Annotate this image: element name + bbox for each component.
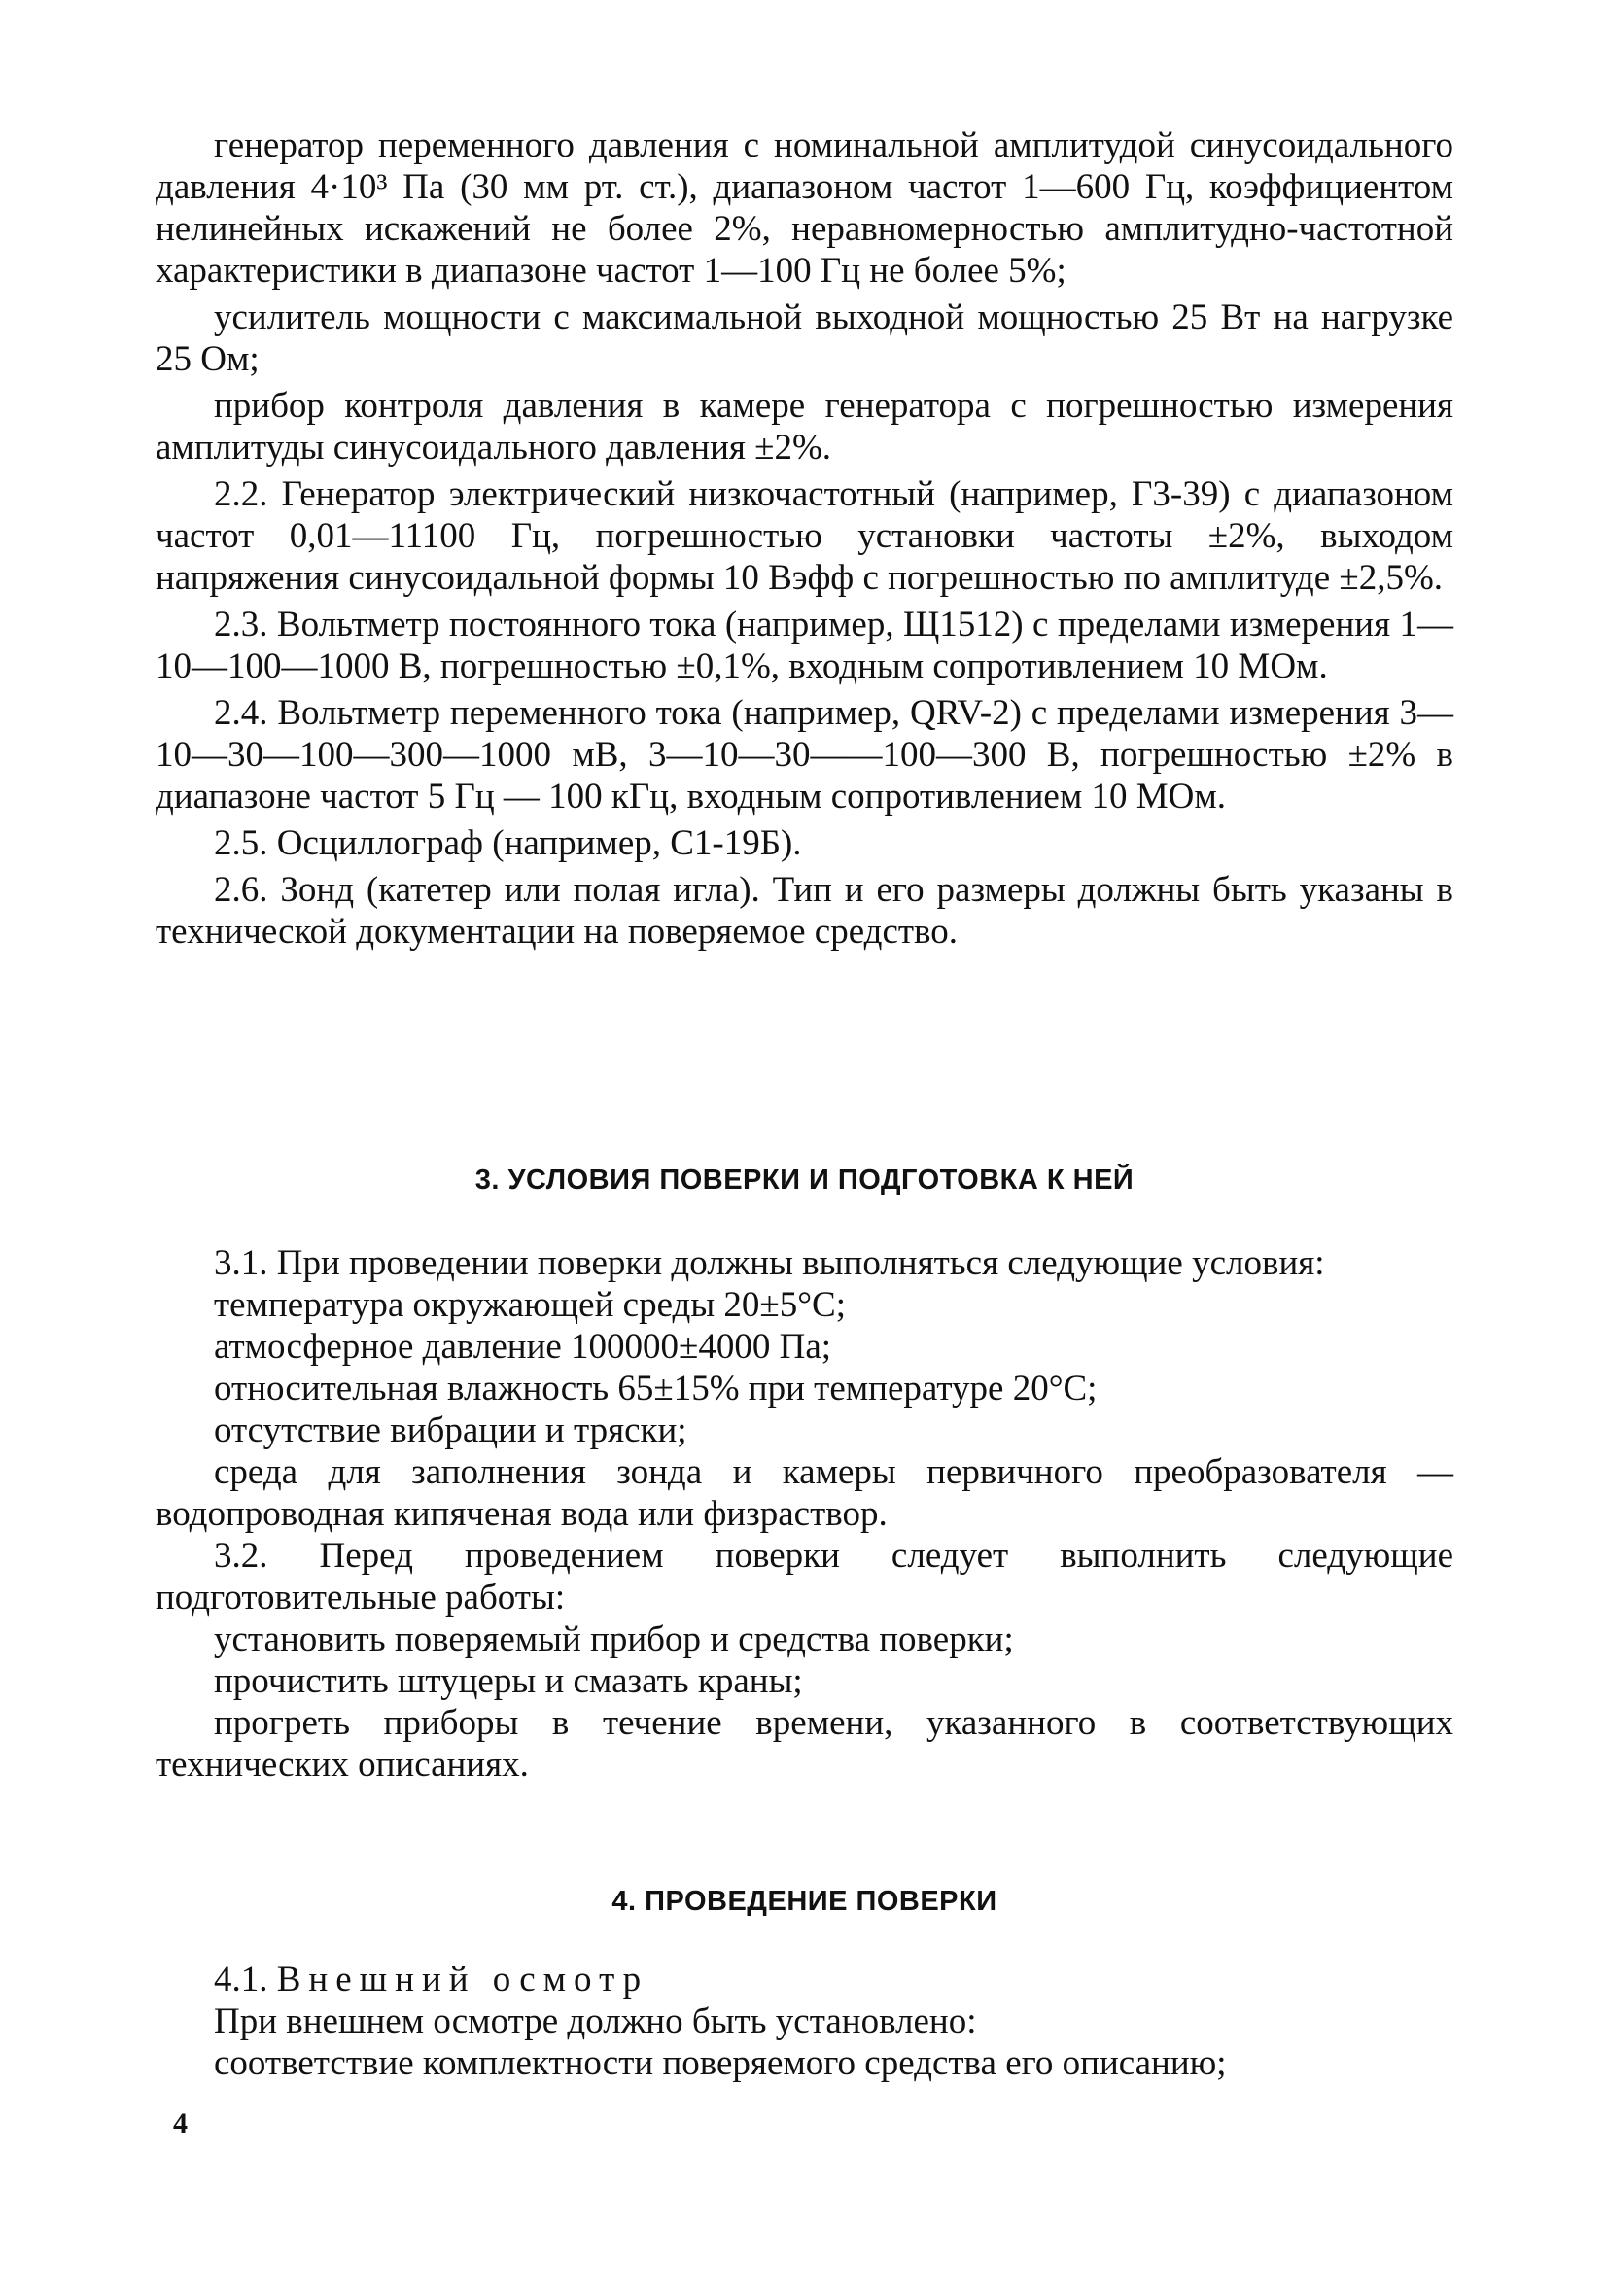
- paragraph-completeness: соответствие комплектности поверяемого средства его описанию;: [214, 2043, 1227, 2083]
- section-2-text: [156, 124, 1453, 953]
- page-number: 4: [173, 2107, 188, 2139]
- condition-temperature: температура окружающей среды 20±5°С;: [214, 1285, 846, 1325]
- section-4-heading: 4. ПРОВЕДЕНИЕ ПОВЕРКИ: [611, 1886, 997, 1917]
- condition-humidity: относительная влажность 65±15% при температуре 20°С;: [214, 1369, 1098, 1409]
- paragraph-2-6: 2.6. Зонд (катетер или полая игла). Тип и его размеры должны быть указаны в технической документации на поверяемое средство.: [156, 870, 1453, 952]
- condition-pressure: атмосферное давление 100000±4000 Па;: [214, 1327, 832, 1367]
- paragraph-inspection: При внешнем осмотре должно быть установлено:: [214, 2001, 977, 2041]
- subsection-title: Внешний осмотр: [276, 1960, 649, 2000]
- paragraph-2-4: 2.4. Вольтметр переменного тока (например, QRV-2) с пределами измерения 3—10—30—100—300—1000 мВ, 3—10—30——100—300 В, погрешностью ±2% в диапазоне частот 5 Гц — 100 кГц, входным сопротивлением 10 МОм.: [156, 693, 1453, 817]
- paragraph-pressure-control: прибор контроля давления в камере генератора с погрешностью измерения амплитуды синусоидального давления ±2%.: [156, 386, 1453, 468]
- paragraph-2-3: 2.3. Вольтметр постоянного тока (например, Щ1512) с пределами измерения 1—10—100—1000 В, погрешностью ±0,1%, входным сопротивлением 10 МОм.: [156, 605, 1453, 686]
- paragraph-pressure-generator: генератор переменного давления с номинальной амплитудой синусоидального давления 4·10³ Па (30 мм рт. ст.), диапазоном частот 1—600 Гц, коэффициентом нелинейных искажений не более 2%, неравномерностью амплитудно-частотной характеристики в диапазоне частот 1—100 Гц не более 5%;: [156, 125, 1453, 291]
- subsection-4-1: [156, 1959, 1453, 2000]
- work-clean: прочистить штуцеры и смазать краны;: [214, 1661, 803, 1701]
- paragraph-3-2: 3.2. Перед проведением поверки следует выполнить следующие подготовительные работы:: [156, 1536, 1453, 1618]
- section-4-text: [156, 1959, 1453, 2084]
- paragraph-2-2: 2.2. Генератор электрический низкочастотный (например, Г3-39) с диапазоном частот 0,01—11100 Гц, погрешностью установки частоты ±2%, выходом напряжения синусоидальной формы 10 Вэфф с погрешностью по амплитуде ±2,5%.: [156, 474, 1453, 598]
- work-warmup: прогреть приборы в течение времени, указанного в соответствующих технических описаниях.: [156, 1703, 1453, 1785]
- paragraph-3-1: 3.1. При проведении поверки должны выполняться следующие условия:: [214, 1243, 1325, 1283]
- subsection-number: 4.1.: [214, 1960, 268, 2000]
- paragraph-power-amplifier: усилитель мощности с максимальной выходной мощностью 25 Вт на нагрузке 25 Ом;: [156, 297, 1453, 379]
- work-install: установить поверяемый прибор и средства поверки;: [214, 1619, 1014, 1659]
- condition-vibration: отсутствие вибрации и тряски;: [214, 1410, 687, 1450]
- section-3-heading: 3. УСЛОВИЯ ПОВЕРКИ И ПОДГОТОВКА К НЕЙ: [474, 1165, 1135, 1196]
- paragraph-2-5: 2.5. Осциллограф (например, С1-19Б).: [214, 823, 802, 863]
- condition-medium: среда для заполнения зонда и камеры первичного преобразователя — водопроводная кипяченая вода или физраствор.: [156, 1452, 1453, 1534]
- section-3-text: [156, 1242, 1453, 1786]
